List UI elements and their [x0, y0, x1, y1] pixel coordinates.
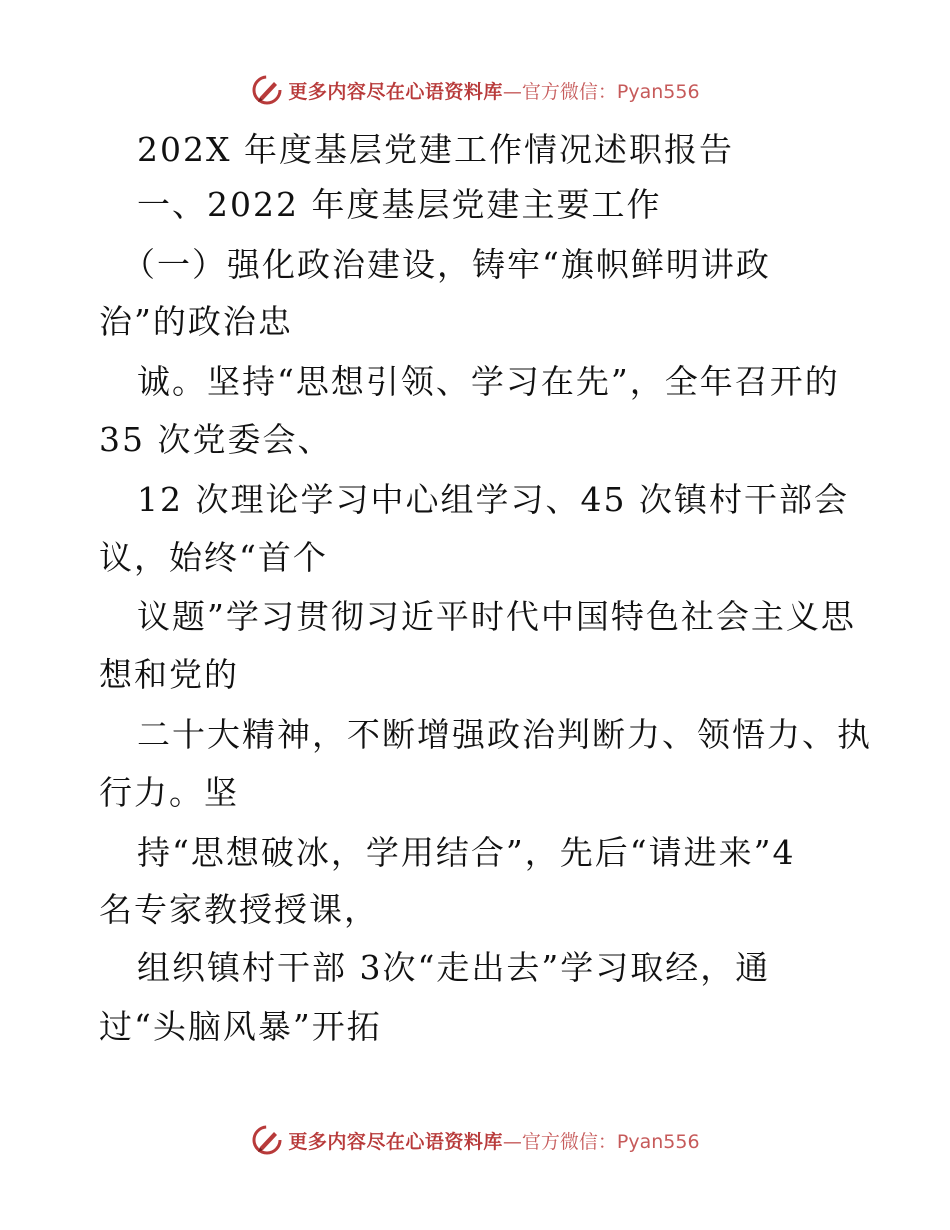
text-line: 想和党的 — [99, 655, 239, 694]
text-line: 二十大精神，不断增强政治判断力、领悟力、执 — [137, 715, 872, 754]
watermark-contact: —官方微信：Pyan556 — [502, 80, 700, 103]
watermark-footer — [0, 1120, 950, 1160]
watermark-contact: —官方微信：Pyan556 — [502, 1130, 700, 1153]
watermark-header — [0, 70, 950, 110]
text-line: 议题”学习贯彻习近平时代中国特色社会主义思 — [137, 597, 856, 636]
text-line: 持“思想破冰，学用结合”，先后“请进来”4 — [137, 833, 796, 872]
text-line: 名专家教授授课， — [99, 890, 379, 929]
watermark-brand: 更多内容尽在心语资料库 — [288, 80, 503, 103]
watermark-brand: 更多内容尽在心语资料库 — [288, 1130, 503, 1153]
pen-swirl-icon — [250, 1123, 284, 1157]
pen-swirl-icon — [250, 73, 284, 107]
text-line: 12 次理论学习中心组学习、45 次镇村干部会 — [137, 480, 849, 519]
text-line: 治”的政治忠 — [99, 302, 293, 341]
text-line: 过“头脑风暴”开拓 — [99, 1007, 382, 1046]
text-line: 议，始终“首个 — [99, 538, 328, 577]
text-line: 组织镇村干部 3次“走出去”学习取经，通 — [137, 948, 771, 987]
text-line: 诚。坚持“思想引领、学习在先”，全年召开的 — [137, 362, 840, 401]
subsection-heading: （一）强化政治建设，铸牢“旗帜鲜明讲政 — [122, 245, 771, 284]
document-title: 202X 年度基层党建工作情况述职报告 — [137, 130, 734, 169]
section-heading: 一、2022 年度基层党建主要工作 — [137, 185, 662, 224]
text-line: 35 次党委会、 — [99, 420, 333, 459]
text-line: 行力。坚 — [99, 773, 239, 812]
